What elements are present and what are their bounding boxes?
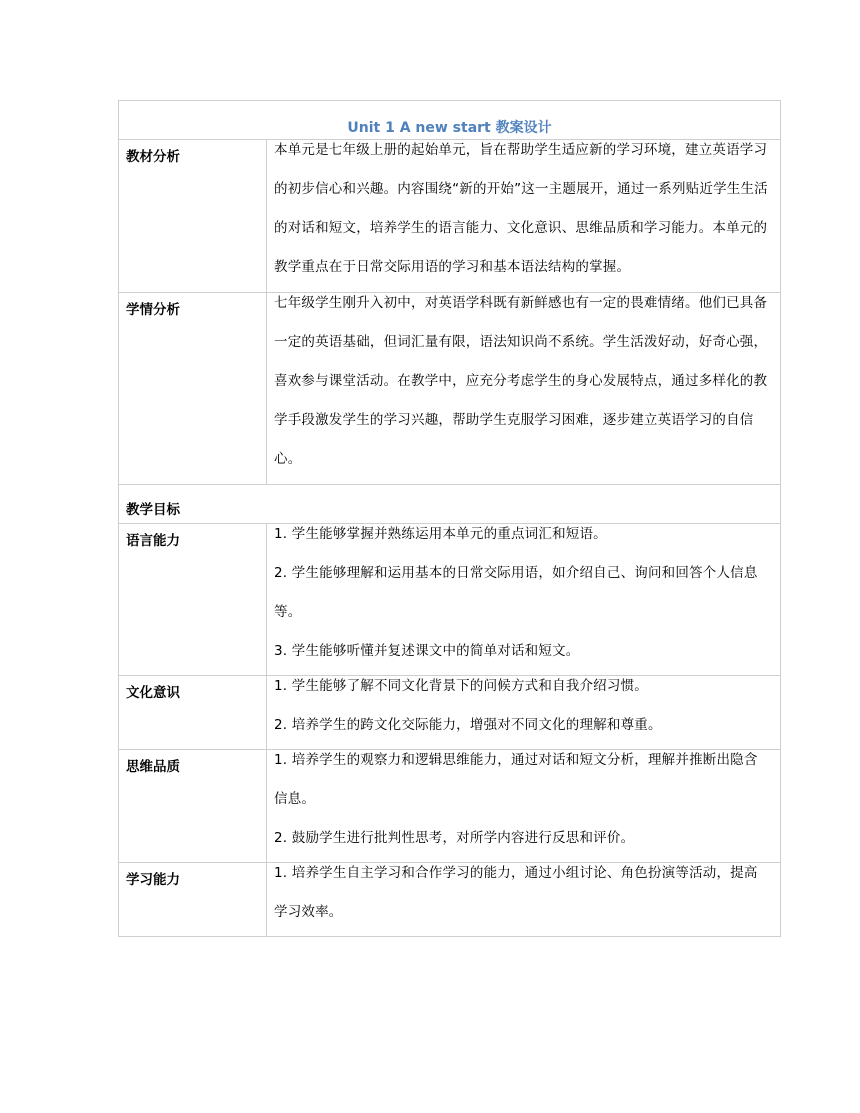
objective-item: 1. 培养学生的观察力和逻辑思维能力，通过对话和短文分析，理解并推断出隐含信息。 bbox=[274, 752, 758, 807]
objective-row-thinking bbox=[119, 750, 781, 863]
student-analysis-content: 七年级学生刚升入初中，对英语学科既有新鲜感也有一定的畏难情绪。他们已具备一定的英语基础，但词汇量有限，语法知识尚不系统。学生活泼好动，好奇心强，喜欢参与课堂活动。在教学中，应充分考虑学生的身心发展特点，通过多样化的教学手段激发学生的学习兴趣，帮助学生克服学习困难，逐步建立英语学习的自信心。 bbox=[274, 295, 768, 467]
objective-row-learning bbox=[119, 863, 781, 937]
objective-label-cell bbox=[119, 750, 267, 863]
objective-item: 3. 学生能够听懂并复述课文中的简单对话和短文。 bbox=[274, 643, 580, 659]
objective-row-language bbox=[119, 524, 781, 676]
student-analysis-label: 学情分析 bbox=[126, 302, 180, 318]
objective-item: 1. 培养学生自主学习和合作学习的能力，通过小组讨论、角色扮演等活动，提高学习效率。 bbox=[274, 865, 758, 920]
student-analysis-label-cell bbox=[119, 293, 267, 485]
objective-item: 2. 学生能够理解和运用基本的日常交际用语，如介绍自己、询问和回答个人信息等。 bbox=[274, 565, 758, 620]
textbook-analysis-content-cell bbox=[267, 140, 781, 293]
textbook-analysis-label-cell bbox=[119, 140, 267, 293]
textbook-analysis-label: 教材分析 bbox=[126, 149, 180, 165]
objective-items-cell bbox=[267, 863, 781, 937]
objective-items-cell bbox=[267, 676, 781, 750]
objective-label-cell bbox=[119, 524, 267, 676]
objective-label-cell bbox=[119, 863, 267, 937]
objective-item: 2. 鼓励学生进行批判性思考，对所学内容进行反思和评价。 bbox=[274, 830, 635, 846]
student-analysis-content-cell bbox=[267, 293, 781, 485]
objective-label-culture: 文化意识 bbox=[126, 685, 180, 701]
objective-item: 2. 培养学生的跨文化交际能力，增强对不同文化的理解和尊重。 bbox=[274, 717, 662, 733]
objective-label-learning: 学习能力 bbox=[126, 872, 180, 888]
lesson-plan-table bbox=[118, 100, 781, 937]
textbook-analysis-content: 本单元是七年级上册的起始单元，旨在帮助学生适应新的学习环境，建立英语学习的初步信心和兴趣。内容围绕“新的开始”这一主题展开，通过一系列贴近学生生活的对话和短文，培养学生的语言能力、文化意识、思维品质和学习能力。本单元的教学重点在于日常交际用语的学习和基本语法结构的掌握。 bbox=[274, 142, 768, 275]
objective-item: 1. 学生能够了解不同文化背景下的问候方式和自我介绍习惯。 bbox=[274, 678, 648, 694]
objectives-heading: 教学目标 bbox=[126, 502, 180, 518]
objective-label-cell bbox=[119, 676, 267, 750]
objective-items-cell bbox=[267, 524, 781, 676]
textbook-analysis-row bbox=[119, 140, 781, 293]
document-title: Unit 1 A new start 教案设计 bbox=[347, 120, 552, 136]
student-analysis-row bbox=[119, 293, 781, 485]
objective-label-language: 语言能力 bbox=[126, 533, 180, 549]
objective-label-thinking: 思维品质 bbox=[126, 759, 180, 775]
objective-row-culture bbox=[119, 676, 781, 750]
objective-items-cell bbox=[267, 750, 781, 863]
objective-item: 1. 学生能够掌握并熟练运用本单元的重点词汇和短语。 bbox=[274, 526, 607, 542]
